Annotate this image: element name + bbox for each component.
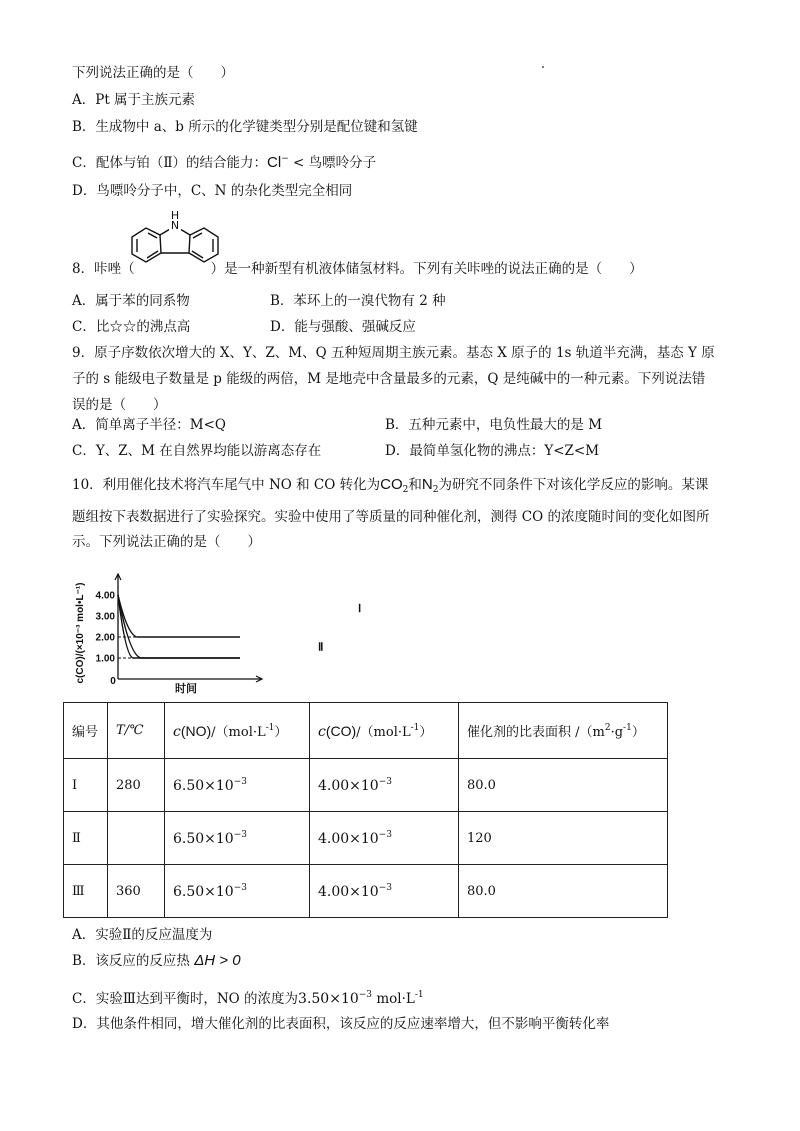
option-letter: A． [72, 293, 96, 309]
y-tick-label: 4.00 [95, 590, 115, 602]
option-text: 比☆☆的沸点高 [95, 319, 191, 335]
option-letter: C． [72, 319, 96, 335]
exponent: −3 [378, 882, 392, 893]
option-text: 苯环上的一溴代物有 2 种 [293, 293, 446, 309]
y-tick-label: 2.00 [95, 632, 115, 644]
chloride-charge: − [281, 154, 289, 164]
question-number: 8． [72, 261, 95, 277]
unit-text: /（mol·L [211, 725, 266, 740]
q9-option-d[interactable] [385, 442, 599, 460]
series-line-iii [118, 595, 240, 637]
q10-stem-line1 [72, 476, 708, 499]
q9-stem-line2: 子的 s 能级电子数量是 p 能级的两倍，M 是地壳中含量最多的元素，Q 是纯碱中的一种元素。下列说法错 [72, 371, 706, 387]
table-row [64, 812, 668, 865]
header-number: 编号 [64, 703, 108, 759]
option-text: 属于苯的同系物 [95, 293, 190, 309]
double-bond-right-lower [192, 251, 203, 258]
n2-formula: N [421, 476, 433, 493]
concentration-value: 3.50×10 [298, 991, 359, 1007]
value: 6.50×10 [173, 883, 234, 900]
area-close: ） [631, 725, 645, 740]
cell-c-co [310, 759, 459, 812]
c-symbol: c [318, 724, 326, 740]
q7-option-d[interactable] [72, 182, 352, 200]
n2-subscript: 2 [432, 485, 439, 495]
q9-option-c[interactable] [72, 442, 321, 460]
nitrogen-atom-label: N [170, 219, 180, 232]
option-letter: D． [270, 319, 295, 335]
x-axis-label: 时间 [175, 683, 197, 695]
option-letter: B． [270, 293, 294, 309]
species-no: (NO) [180, 723, 212, 739]
unit-exponent: -1 [414, 990, 424, 1000]
option-letter: A． [72, 927, 96, 943]
option-text: 鸟嘌呤分子中，C、N 的杂化类型完全相同 [96, 183, 353, 199]
option-text-tail: < 鸟嘌呤分子 [288, 155, 377, 171]
option-text: 简单离子半径：M<Q [95, 417, 226, 433]
option-text: 生成物中 a、b 所示的化学键类型分别是配位键和氢键 [95, 119, 418, 135]
unit-text: /（mol·L [356, 725, 411, 740]
stem-text: 是一种新型有机液体储氢材料。下列有关咔唑的说法正确的是（ ） [224, 261, 643, 277]
cell-c-no [165, 812, 310, 865]
y-axis-label: c(CO)/(×10⁻³ mol•L⁻¹) [75, 582, 86, 684]
table-row [64, 759, 668, 812]
enthalpy-formula: ΔH > 0 [194, 952, 241, 969]
compound-name: 咔唑 [94, 261, 122, 277]
q10-option-b[interactable] [72, 952, 241, 970]
option-text: 五种元素中，电负性最大的是 M [408, 417, 603, 433]
exponent: −3 [378, 776, 392, 787]
concentration-unit: mol·L [372, 991, 415, 1007]
co2-formula: CO [380, 476, 403, 493]
option-letter: B． [72, 953, 96, 969]
header-temperature: T/℃ [108, 703, 165, 759]
q10-option-c[interactable] [72, 986, 424, 1008]
conjunction: 和 [408, 477, 422, 493]
cell-c-no [165, 759, 310, 812]
unit-exponent: -1 [265, 723, 275, 733]
cell-c-co [310, 812, 459, 865]
header-c-co [310, 703, 459, 759]
paren-close: ） [210, 261, 225, 277]
option-text: 实验Ⅲ达到平衡时，NO 的浓度为 [95, 991, 299, 1007]
unit-close: ） [419, 725, 433, 740]
value: 6.50×10 [173, 777, 234, 794]
carbazole-structure-drawing [129, 211, 225, 273]
chloride-formula: Cl [267, 154, 282, 171]
scan-speck [542, 66, 544, 68]
cell-number: Ⅱ [64, 812, 108, 865]
q9-option-b[interactable] [385, 416, 602, 434]
double-bond-left-upper [148, 233, 157, 238]
double-bond-left-lower [147, 251, 158, 258]
q9-option-a[interactable] [72, 416, 226, 434]
option-letter: D． [72, 1016, 97, 1032]
cell-temperature [108, 812, 165, 865]
area-unit: ·g [610, 725, 624, 740]
paren-open: （ [121, 261, 135, 277]
option-letter: C． [72, 991, 96, 1007]
y-tick-label: 3.00 [95, 611, 115, 623]
stem-text: 10．利用催化技术将汽车尾气中 NO 和 CO 转化为 [72, 477, 381, 493]
q8-option-b[interactable] [270, 292, 446, 310]
option-text: Y、Z、M 在自然界均能以游离态存在 [95, 443, 322, 459]
q8-option-c[interactable] [72, 318, 190, 336]
concentration-exponent: −3 [358, 990, 373, 1000]
cell-specific-area: 80.0 [459, 759, 668, 812]
value: 4.00×10 [318, 777, 379, 794]
exponent: −3 [233, 776, 247, 787]
area-text: 催化剂的比表面积 /（m [467, 725, 605, 740]
option-letter: B． [385, 417, 409, 433]
option-letter: A． [72, 92, 96, 108]
c-symbol: c [173, 724, 181, 740]
option-text: 配体与铂（Ⅱ）的结合能力： [95, 155, 268, 171]
area-exponent: 2 [604, 723, 611, 733]
unit-close: ） [274, 725, 288, 740]
q9-stem-line1: 9．原子序数依次增大的 X、Y、Z、M、Q 五种短周期主族元素。基态 X 原子的 1s 轨道半充满，基态 Y 原 [72, 345, 715, 361]
series-line-i [118, 595, 240, 658]
value: 4.00×10 [318, 883, 379, 900]
y-tick-label: 1.00 [95, 653, 115, 665]
option-text: 实验Ⅱ的反应温度为 [95, 927, 213, 943]
option-letter: B． [72, 119, 96, 135]
q10-stem-line3: 示。下列说法正确的是（ ） [72, 534, 261, 550]
option-letter: C． [72, 155, 96, 171]
value: 6.50×10 [173, 830, 234, 847]
option-text: Pt 属于主族元素 [95, 92, 196, 108]
series-label: Ⅰ [358, 602, 362, 615]
double-bond-right-upper [193, 233, 202, 238]
origin-label: 0 [110, 676, 116, 687]
q7-stem: 下列说法正确的是（ ） [72, 65, 234, 81]
cell-number: Ⅲ [64, 865, 108, 918]
cell-c-co [310, 865, 459, 918]
q9-stem-line3: 误的是（ ） [72, 397, 167, 413]
unit-exponent: -1 [410, 723, 420, 733]
cell-specific-area: 120 [459, 812, 668, 865]
hydrogen-atom-label: H [170, 209, 180, 222]
option-letter: D． [385, 443, 410, 459]
area-unit-exponent: -1 [623, 723, 632, 733]
exponent: −3 [233, 882, 247, 893]
q8-option-d[interactable] [270, 318, 416, 336]
option-letter: A． [72, 417, 96, 433]
q7-option-b[interactable] [72, 118, 418, 136]
option-letter: C． [72, 443, 96, 459]
experiment-table [63, 702, 668, 918]
exponent: −3 [233, 829, 247, 840]
carbazole-structure [129, 211, 225, 273]
exponent: −3 [378, 829, 392, 840]
cell-temperature: 360 [108, 865, 165, 918]
table-header-row [64, 703, 668, 759]
stem-text-tail: 为研究不同条件下对该化学反应的影响。某课 [438, 477, 709, 493]
cell-temperature: 280 [108, 759, 165, 812]
option-text: 能与强酸、强碱反应 [294, 319, 416, 335]
q10-stem-line2: 题组按下表数据进行了实验探究。实验中使用了等质量的同种催化剂，测得 CO 的浓度随时间的变化如图所 [72, 509, 710, 525]
option-text: 最简单氢化物的沸点：Y<Z<M [409, 443, 600, 459]
cell-specific-area: 80.0 [459, 865, 668, 918]
q10-option-d[interactable] [72, 1015, 609, 1033]
co2-subscript: 2 [402, 485, 409, 495]
q7-option-a[interactable] [72, 91, 195, 109]
species-co: (CO) [325, 723, 357, 739]
co-concentration-chart [72, 568, 362, 698]
chart-svg [72, 568, 362, 698]
table-row [64, 865, 668, 918]
series-label: Ⅱ [318, 641, 324, 654]
header-specific-area [459, 703, 668, 759]
option-text: 该反应的反应热 [95, 953, 195, 969]
q8-option-a[interactable] [72, 292, 190, 310]
header-c-no [165, 703, 310, 759]
q7-option-c[interactable] [72, 150, 376, 172]
value: 4.00×10 [318, 830, 379, 847]
cell-c-no [165, 865, 310, 918]
q10-option-a[interactable] [72, 926, 212, 944]
series-line-ii [118, 595, 240, 658]
option-letter: D． [72, 183, 97, 199]
cell-number: Ⅰ [64, 759, 108, 812]
option-text: 其他条件相同，增大催化剂的比表面积，该反应的反应速率增大，但不影响平衡转化率 [96, 1016, 610, 1032]
